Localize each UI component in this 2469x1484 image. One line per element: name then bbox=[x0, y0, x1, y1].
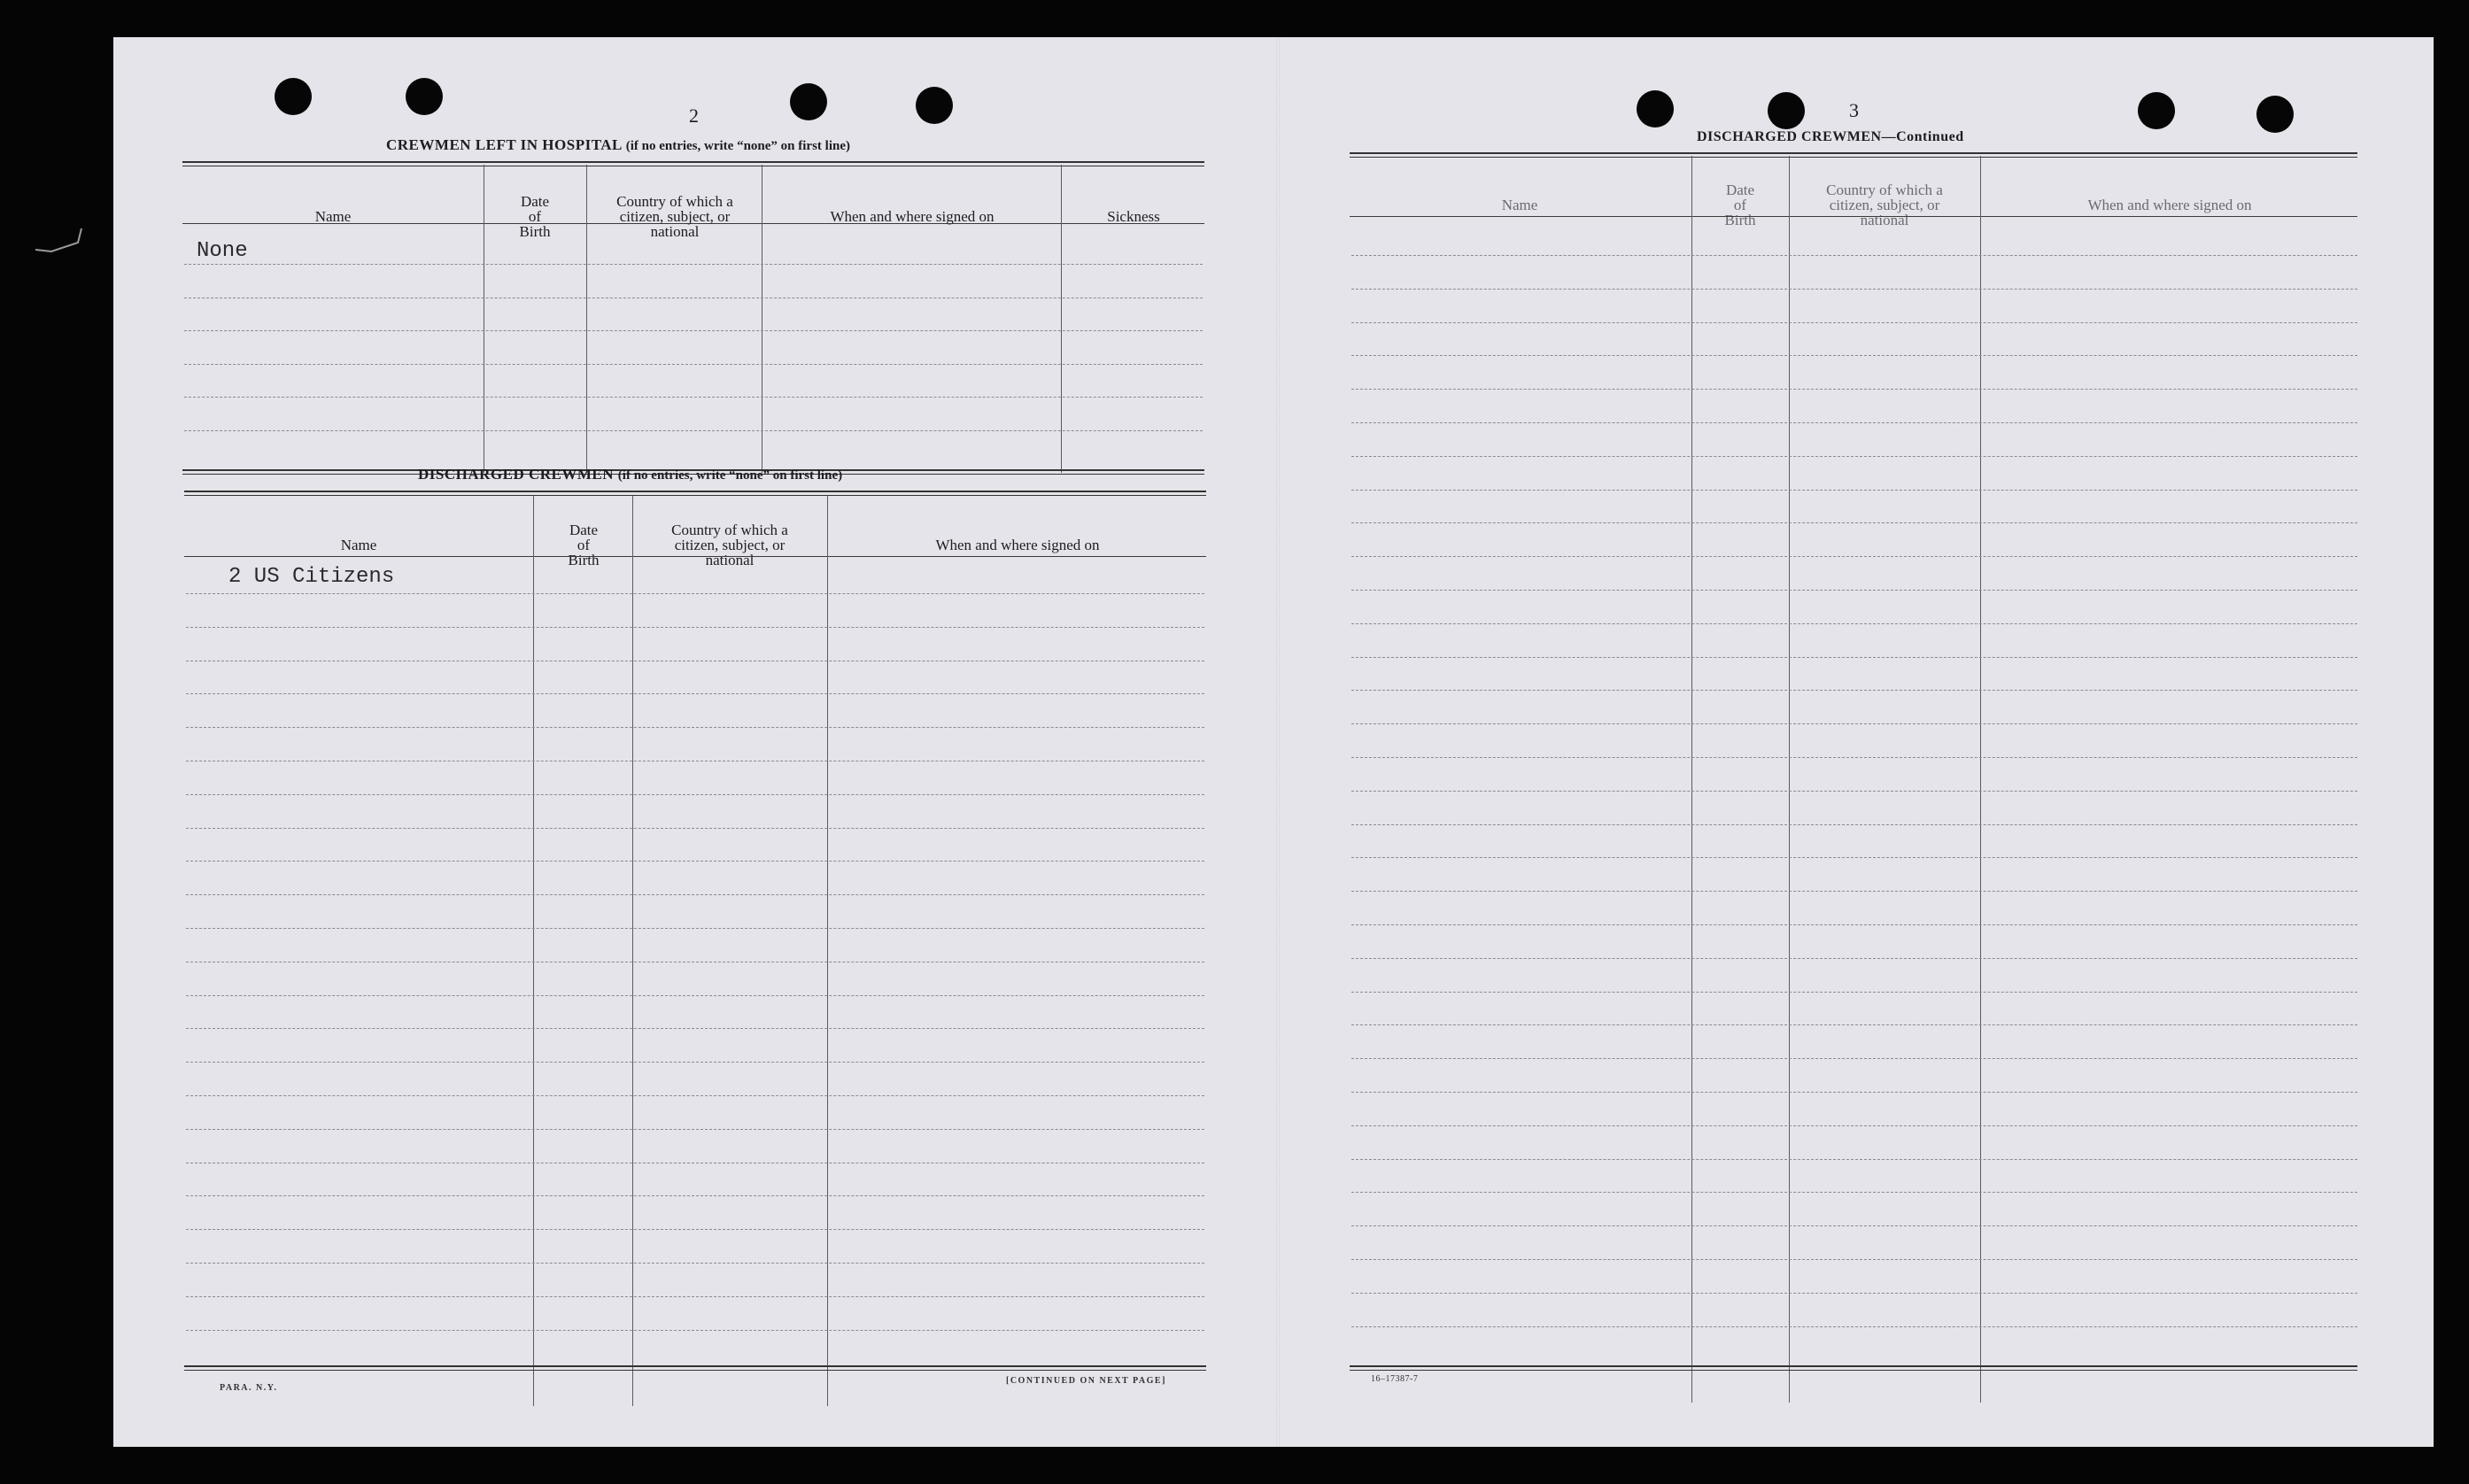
entry-row-line bbox=[186, 727, 1204, 728]
entry-row-line bbox=[1351, 1125, 2357, 1126]
right-col-divider bbox=[1691, 156, 1692, 1403]
discharged-section-title bbox=[418, 466, 842, 483]
entry-row-line bbox=[184, 430, 1203, 431]
hospital-col-divider bbox=[1061, 165, 1062, 473]
hospital-col-divider bbox=[586, 165, 587, 473]
entry-row-line bbox=[1351, 1024, 2357, 1025]
entry-row-line bbox=[1351, 522, 2357, 523]
punch-hole bbox=[790, 83, 827, 120]
entry-row-line bbox=[1351, 1159, 2357, 1160]
entry-row-line bbox=[1351, 1259, 2357, 1260]
hospital-first-entry: None bbox=[197, 239, 248, 263]
punch-hole bbox=[275, 78, 312, 115]
right-col-dob: Date of Birth bbox=[1724, 181, 1756, 228]
entry-row-line bbox=[186, 828, 1204, 829]
entry-row-line bbox=[1351, 255, 2357, 256]
hospital-col-dob: Date of Birth bbox=[519, 192, 551, 240]
entry-row-line bbox=[184, 264, 1203, 265]
entry-row-line bbox=[186, 894, 1204, 895]
entry-row-line bbox=[1351, 389, 2357, 390]
entry-row-line bbox=[186, 794, 1204, 795]
punch-hole bbox=[916, 87, 953, 124]
footer-continued-note: [CONTINUED ON NEXT PAGE] bbox=[1006, 1376, 1166, 1386]
entry-row-line bbox=[1351, 723, 2357, 724]
entry-row-line bbox=[1351, 422, 2357, 423]
entry-row-line bbox=[1351, 590, 2357, 591]
discharged-col-name: Name bbox=[340, 536, 377, 553]
hospital-col-sickness: Sickness bbox=[1107, 207, 1160, 225]
discharged-title-text: DISCHARGED CREWMEN bbox=[418, 466, 615, 483]
hospital-col-signed: When and where signed on bbox=[830, 207, 995, 225]
entry-row-line bbox=[1351, 322, 2357, 323]
entry-row-line bbox=[186, 693, 1204, 694]
entry-row-line bbox=[1351, 490, 2357, 491]
discharged-first-entry: 2 US Citizens bbox=[228, 565, 395, 589]
hospital-col-country: Country of which a citizen, subject, or national bbox=[616, 192, 733, 240]
entry-row-line bbox=[1351, 456, 2357, 457]
entry-row-line bbox=[186, 1062, 1204, 1063]
hospital-section-title bbox=[386, 136, 850, 154]
entry-row-line bbox=[1351, 757, 2357, 758]
entry-row-line bbox=[184, 364, 1203, 365]
page-fold bbox=[1276, 37, 1280, 1447]
footer-printer-mark: PARA. N.Y. bbox=[220, 1383, 278, 1393]
entry-row-line bbox=[1351, 891, 2357, 892]
discharged-bottom-rule bbox=[184, 1365, 1206, 1371]
entry-row-line bbox=[186, 1330, 1204, 1331]
entry-row-line bbox=[1351, 791, 2357, 792]
discharged-col-divider bbox=[632, 496, 633, 1406]
discharged-col-signed: When and where signed on bbox=[935, 536, 1100, 553]
entry-row-line bbox=[186, 1263, 1204, 1264]
entry-row-line bbox=[1351, 924, 2357, 925]
entry-row-line bbox=[186, 1229, 1204, 1230]
entry-row-line bbox=[186, 1129, 1204, 1130]
entry-row-line bbox=[1351, 556, 2357, 557]
entry-row-line bbox=[1351, 1293, 2357, 1294]
entry-row-line bbox=[1351, 824, 2357, 825]
discharged-continued-title: DISCHARGED CREWMEN—Continued bbox=[1697, 129, 1964, 144]
entry-row-line bbox=[186, 1296, 1204, 1297]
entry-row-line bbox=[184, 330, 1203, 331]
entry-row-line bbox=[1351, 690, 2357, 691]
hospital-header-rule bbox=[182, 223, 1204, 224]
entry-row-line bbox=[1351, 1092, 2357, 1093]
entry-row-line bbox=[186, 928, 1204, 929]
discharged-col-country: Country of which a citizen, subject, or national bbox=[671, 521, 788, 568]
right-col-country: Country of which a citizen, subject, or national bbox=[1826, 181, 1943, 228]
entry-row-line bbox=[186, 627, 1204, 628]
entry-row-line bbox=[1351, 657, 2357, 658]
entry-row-line bbox=[1351, 958, 2357, 959]
footer-form-number: 16–17387-7 bbox=[1371, 1374, 1419, 1384]
entry-row-line bbox=[1351, 623, 2357, 624]
entry-row-line bbox=[1351, 1225, 2357, 1226]
entry-row-line bbox=[1351, 1058, 2357, 1059]
entry-row-line bbox=[186, 1195, 1204, 1196]
discharged-col-dob: Date of Birth bbox=[568, 521, 600, 568]
discharged-header-rule bbox=[184, 556, 1206, 557]
discharged-col-divider bbox=[533, 496, 534, 1406]
right-header-rule bbox=[1350, 216, 2357, 217]
entry-row-line bbox=[1351, 1326, 2357, 1327]
punch-hole bbox=[2256, 96, 2294, 133]
pencil-tick-mark bbox=[32, 223, 85, 259]
discharged-col-divider bbox=[827, 496, 828, 1406]
entry-row-line bbox=[1351, 355, 2357, 356]
punch-hole bbox=[406, 78, 443, 115]
page-number: 3 bbox=[1849, 99, 1859, 121]
discharged-title-note: (if no entries, write “none” on first line) bbox=[617, 468, 843, 483]
entry-row-line bbox=[184, 397, 1203, 398]
right-bottom-rule bbox=[1350, 1365, 2357, 1371]
punch-hole bbox=[1768, 92, 1805, 129]
punch-hole bbox=[1637, 90, 1674, 128]
hospital-title-note: (if no entries, write “none” on first line) bbox=[625, 139, 850, 153]
right-col-divider bbox=[1789, 156, 1790, 1403]
hospital-title-text: CREWMEN LEFT IN HOSPITAL bbox=[386, 136, 622, 153]
right-col-name: Name bbox=[1501, 196, 1538, 213]
entry-row-line bbox=[186, 593, 1204, 594]
entry-row-line bbox=[1351, 289, 2357, 290]
right-col-signed: When and where signed on bbox=[2087, 196, 2252, 213]
punch-hole bbox=[2138, 92, 2175, 129]
entry-row-line bbox=[186, 1095, 1204, 1096]
page-number: 2 bbox=[689, 104, 699, 127]
entry-row-line bbox=[186, 1028, 1204, 1029]
entry-row-line bbox=[1351, 1192, 2357, 1193]
right-col-divider bbox=[1980, 156, 1981, 1403]
entry-row-line bbox=[1351, 992, 2357, 993]
entry-row-line bbox=[186, 995, 1204, 996]
entry-row-line bbox=[1351, 857, 2357, 858]
document-sheet bbox=[113, 37, 2434, 1447]
entry-row-line bbox=[186, 861, 1204, 862]
hospital-col-name: Name bbox=[314, 207, 352, 225]
